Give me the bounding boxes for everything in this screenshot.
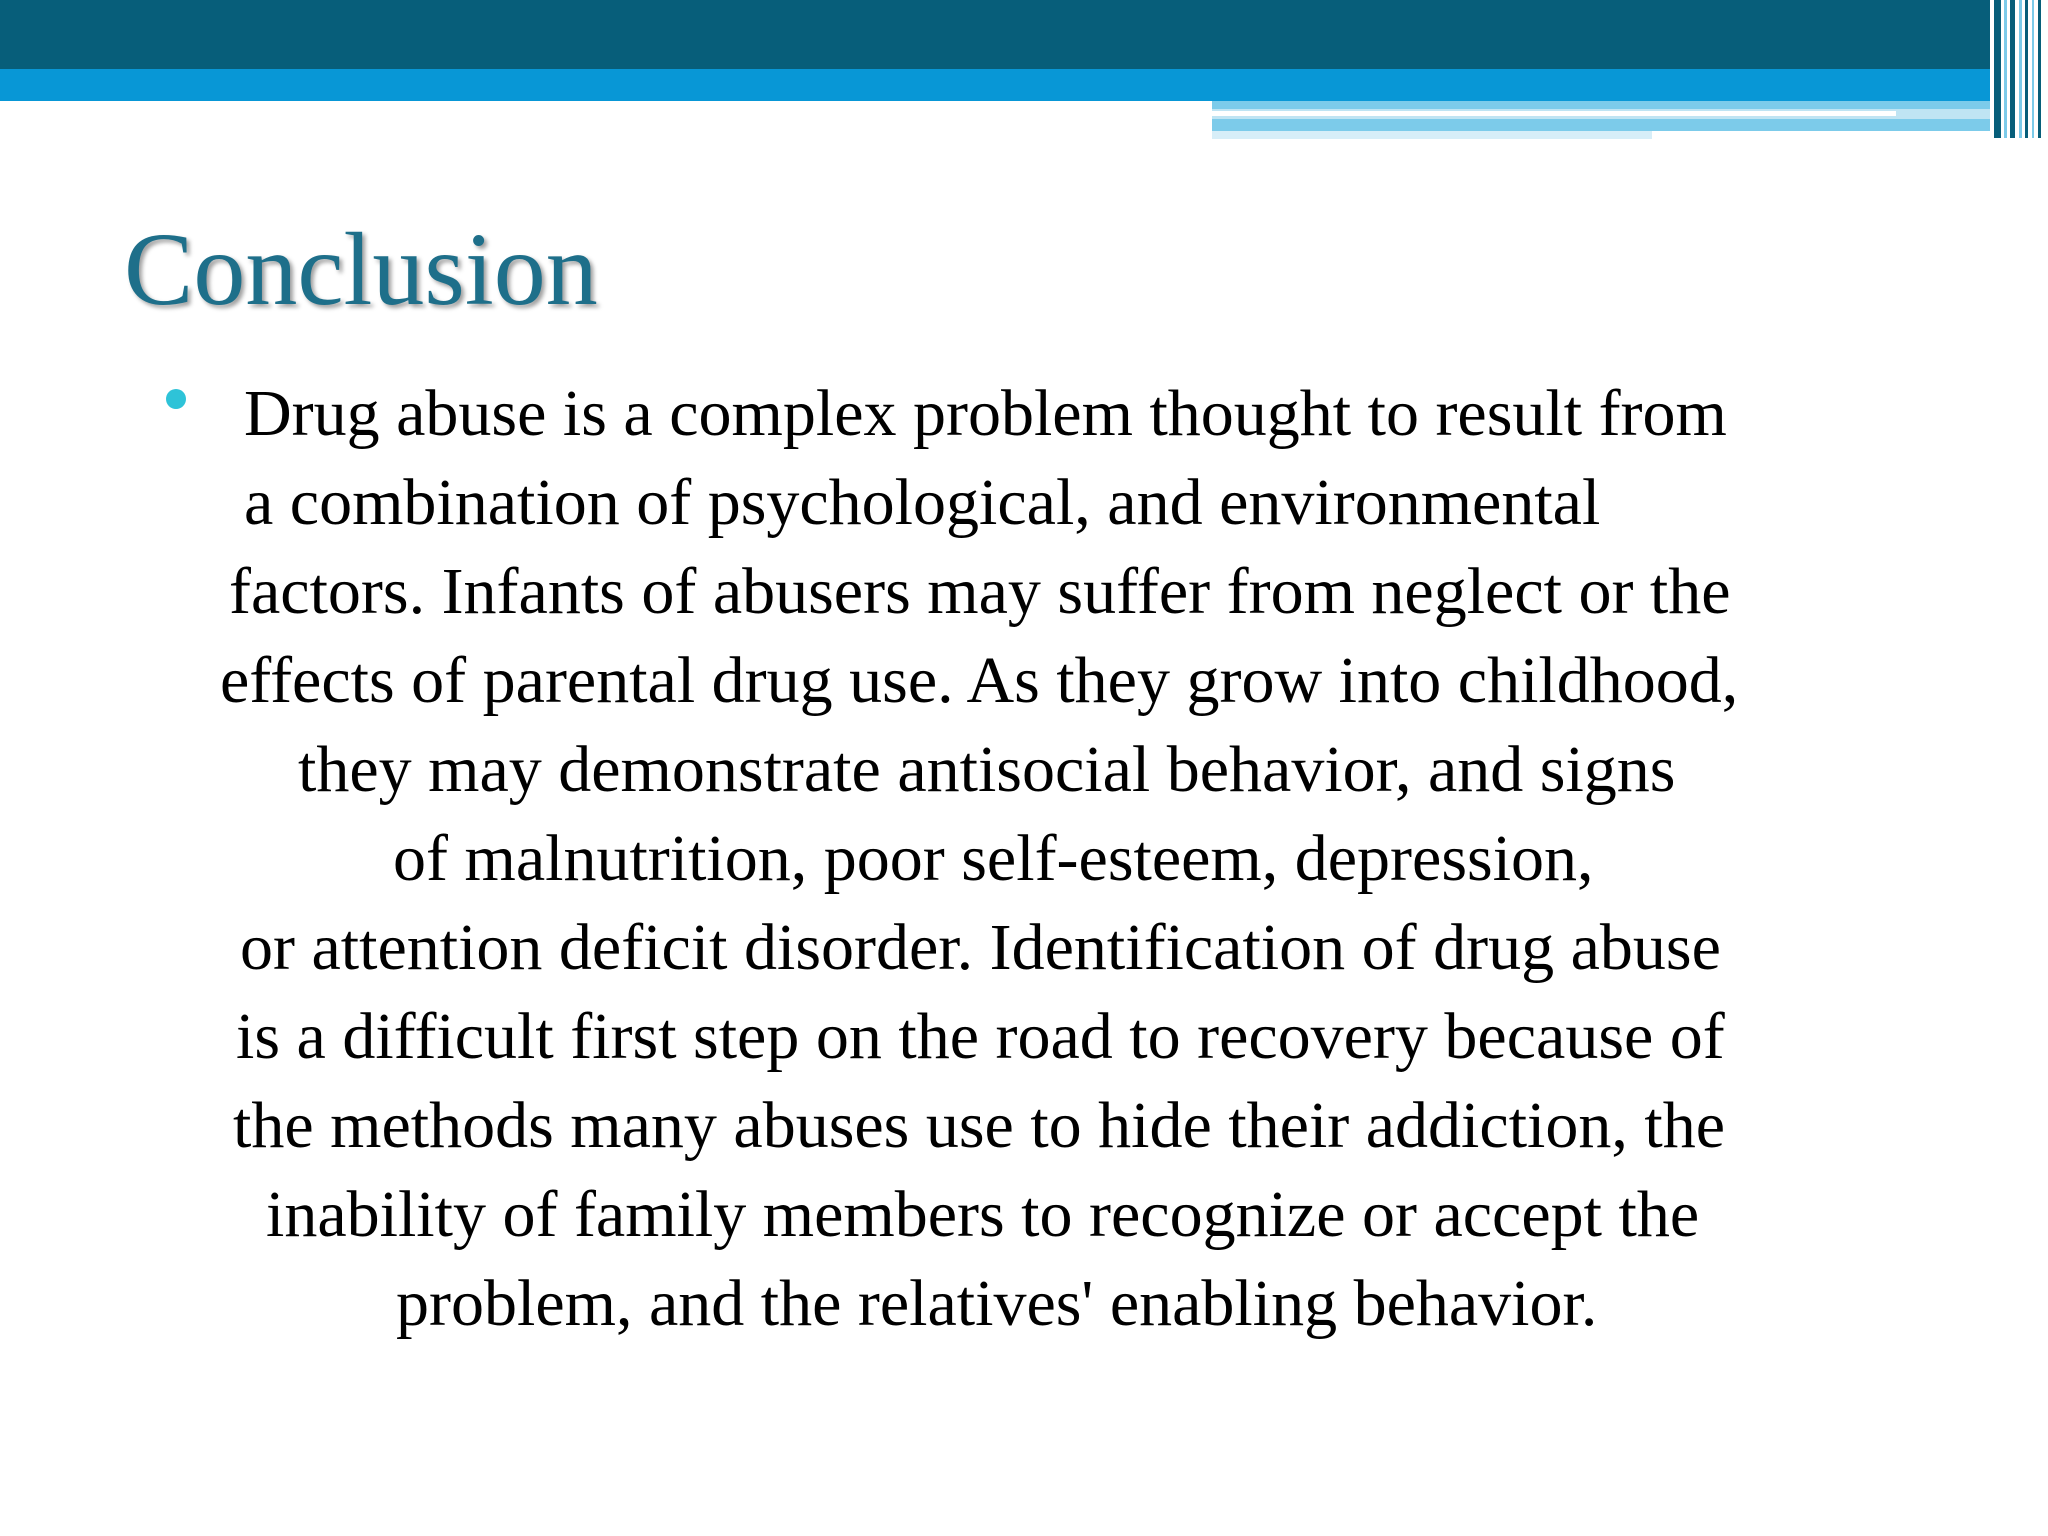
header-stripe	[2038, 0, 2041, 138]
bullet-dot-icon	[166, 389, 186, 409]
paragraph-line: effects of parental drug use. As they grow into childhood,	[220, 644, 1739, 717]
paragraph-line: the methods many abuses use to hide their addiction, the	[233, 1089, 1725, 1162]
header-accent-band	[1212, 131, 1652, 139]
header-accent-line	[1212, 111, 1896, 116]
paragraph-line: problem, and the relatives' enabling behavior.	[396, 1267, 1598, 1340]
header-stripe	[1994, 0, 2001, 138]
header-bar-dark	[0, 0, 1990, 69]
paragraph-line: they may demonstrate antisocial behavior, and signs	[298, 733, 1676, 806]
paragraph-line: a combination of psychological, and environmental	[244, 466, 1601, 539]
paragraph-line: factors. Infants of abusers may suffer from neglect or the	[229, 555, 1731, 628]
header-accent-band	[1212, 119, 1990, 131]
header-stripe	[2004, 0, 2007, 138]
paragraph-line: Drug abuse is a complex problem thought to result from	[244, 377, 1727, 450]
paragraph-line: or attention deficit disorder. Identification of drug abuse	[240, 911, 1721, 984]
header-stripe	[2010, 0, 2015, 138]
paragraph-line: of malnutrition, poor self-esteem, depression,	[393, 822, 1594, 895]
slide-title: Conclusion	[124, 212, 598, 327]
header-accent-band	[1212, 101, 1990, 109]
paragraph-line: is a difficult first step on the road to recovery because of	[236, 1000, 1725, 1073]
paragraph-line: inability of family members to recognize or accept the	[266, 1178, 1700, 1251]
header-stripe	[2032, 0, 2034, 138]
header-stripes	[1990, 0, 2048, 138]
header-bar-blue	[0, 69, 1990, 101]
header-stripe	[2019, 0, 2022, 138]
header-stripe	[2025, 0, 2028, 138]
